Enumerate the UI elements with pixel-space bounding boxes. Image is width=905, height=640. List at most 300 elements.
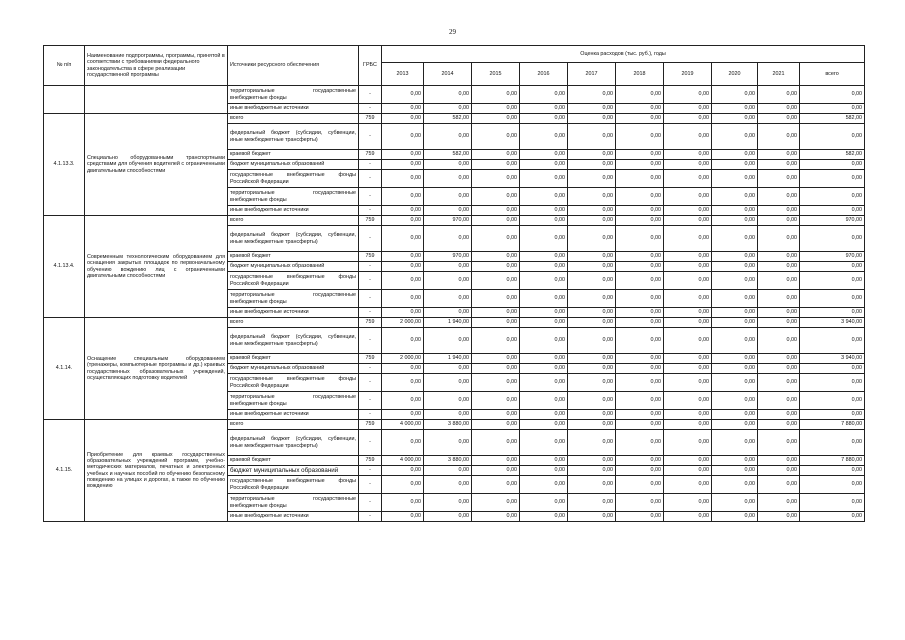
source-cell: всего [228,318,359,328]
page-number: 29 [449,28,456,36]
value-cell: 0,00 [664,354,712,364]
table-row [44,216,865,226]
value-cell: 970,00 [424,252,472,262]
value-cell: 0,00 [520,328,568,354]
value-cell: 0,00 [472,494,520,512]
grbs-cell: 759 [359,252,382,262]
value-cell: 0,00 [520,86,568,104]
value-cell: 0,00 [712,124,758,150]
value-cell: 0,00 [616,252,664,262]
grbs-cell: - [359,290,382,308]
value-cell: 0,00 [424,410,472,420]
value-cell: 0,00 [568,262,616,272]
value-cell: 0,00 [382,262,424,272]
value-cell: 0,00 [382,308,424,318]
value-total-cell: 3 940,00 [800,318,865,328]
value-cell: 0,00 [520,420,568,430]
value-cell: 0,00 [712,374,758,392]
value-cell: 0,00 [616,494,664,512]
value-cell: 0,00 [568,290,616,308]
value-cell: 0,00 [568,206,616,216]
value-cell: 0,00 [616,104,664,114]
table-row [44,86,865,104]
source-cell: федеральный бюджет (субсидии, субвенции, иные межбюджетные трансферты) [228,430,359,456]
grbs-cell: - [359,272,382,290]
value-cell: 0,00 [616,328,664,354]
value-cell: 0,00 [568,188,616,206]
grbs-cell: 759 [359,150,382,160]
value-cell: 0,00 [472,308,520,318]
value-cell: 0,00 [568,160,616,170]
value-cell: 0,00 [472,392,520,410]
value-cell: 0,00 [472,420,520,430]
value-cell: 0,00 [424,512,472,522]
source-cell: территориальные государственные внебюджетные фонды [228,86,359,104]
value-cell: 0,00 [382,374,424,392]
value-cell: 0,00 [712,466,758,476]
value-cell: 0,00 [758,420,800,430]
value-cell: 0,00 [382,494,424,512]
value-cell: 0,00 [616,188,664,206]
value-cell: 0,00 [712,216,758,226]
value-cell: 0,00 [472,104,520,114]
value-total-cell: 0,00 [800,512,865,522]
value-cell: 2 000,00 [382,354,424,364]
source-cell: краевой бюджет [228,252,359,262]
source-cell: бюджет муниципальных образований [228,466,359,476]
value-cell: 0,00 [424,392,472,410]
grbs-cell: - [359,124,382,150]
grbs-cell: 759 [359,456,382,466]
item-number: 4.1.13.3. [44,114,85,216]
value-cell: 0,00 [520,392,568,410]
value-cell: 0,00 [800,104,865,114]
value-cell: 0,00 [758,86,800,104]
value-cell: 0,00 [712,494,758,512]
value-cell: 0,00 [568,456,616,466]
value-cell: 0,00 [616,86,664,104]
source-cell: федеральный бюджет (субсидии, субвенции, иные межбюджетные трансферты) [228,328,359,354]
value-cell: 0,00 [472,86,520,104]
value-cell: 0,00 [472,150,520,160]
value-total-cell: 3 940,00 [800,354,865,364]
value-cell: 0,00 [568,410,616,420]
value-cell: 0,00 [568,354,616,364]
grbs-cell: - [359,160,382,170]
header-year: 2021 [758,63,800,86]
grbs-cell: - [359,364,382,374]
header-year: 2013 [382,63,424,86]
value-cell: 0,00 [568,512,616,522]
value-cell: 0,00 [664,512,712,522]
value-total-cell: 0,00 [800,188,865,206]
value-cell: 0,00 [758,104,800,114]
value-cell: 2 000,00 [382,318,424,328]
value-cell: 0,00 [424,494,472,512]
value-cell: 0,00 [758,392,800,410]
value-cell: 0,00 [664,328,712,354]
value-cell: 0,00 [472,114,520,124]
value-cell: 0,00 [382,86,424,104]
grbs-cell: 759 [359,216,382,226]
grbs-cell: - [359,104,382,114]
value-cell: 0,00 [712,104,758,114]
value-cell: 0,00 [712,262,758,272]
value-cell: 0,00 [382,124,424,150]
value-total-cell: 0,00 [800,374,865,392]
value-cell: 0,00 [712,86,758,104]
value-cell: 0,00 [568,364,616,374]
source-cell: государственные внебюджетные фонды Российской Федерации [228,170,359,188]
value-cell: 0,00 [664,272,712,290]
value-cell: 0,00 [568,252,616,262]
value-cell: 0,00 [758,512,800,522]
value-cell: 0,00 [664,216,712,226]
value-cell: 0,00 [616,226,664,252]
value-cell: 0,00 [520,308,568,318]
value-cell: 0,00 [568,216,616,226]
value-cell: 0,00 [520,150,568,160]
value-cell: 0,00 [472,252,520,262]
value-total-cell: 0,00 [800,476,865,494]
value-cell: 0,00 [568,86,616,104]
grbs-cell: 759 [359,354,382,364]
item-name: Оснащение специальным оборудованием (тренажеры, компьютерные программы и др.) краевых государственных образовательных учреждений, осуществляющих подготовку водителей [85,318,228,420]
value-cell: 0,00 [520,272,568,290]
value-cell: 0,00 [758,160,800,170]
grbs-cell: - [359,476,382,494]
value-cell: 0,00 [424,124,472,150]
grbs-cell: - [359,308,382,318]
value-cell: 0,00 [616,308,664,318]
value-cell: 4 000,00 [382,420,424,430]
source-cell: государственные внебюджетные фонды Российской Федерации [228,476,359,494]
header-year: 2014 [424,63,472,86]
source-cell: бюджет муниципальных образований [228,262,359,272]
value-cell: 0,00 [472,160,520,170]
value-cell: 0,00 [382,430,424,456]
value-cell: 0,00 [616,430,664,456]
value-cell: 0,00 [472,476,520,494]
value-cell: 0,00 [382,328,424,354]
value-cell: 0,00 [616,392,664,410]
value-cell: 0,00 [758,272,800,290]
value-cell: 0,00 [758,308,800,318]
value-cell: 0,00 [568,466,616,476]
value-cell: 0,00 [568,124,616,150]
value-cell: 0,00 [664,124,712,150]
value-cell: 582,00 [424,150,472,160]
value-cell: 0,00 [758,466,800,476]
value-cell: 0,00 [758,226,800,252]
value-cell: 0,00 [382,476,424,494]
value-cell: 0,00 [382,252,424,262]
grbs-cell: 759 [359,420,382,430]
value-cell: 0,00 [664,364,712,374]
value-cell: 0,00 [520,160,568,170]
value-cell: 0,00 [616,318,664,328]
table-row [44,114,865,124]
header-year: 2019 [664,63,712,86]
item-name: Специально оборудованными транспортными средствами для обучения водителей с ограниченными двигательными способностями [85,114,228,216]
source-cell: краевой бюджет [228,456,359,466]
header-year: 2017 [568,63,616,86]
value-cell: 0,00 [758,364,800,374]
value-cell: 0,00 [520,318,568,328]
source-cell: территориальные государственные внебюджетные фонды [228,188,359,206]
item-number: 4.1.13.4. [44,216,85,318]
source-cell: иные внебюджетные источники [228,206,359,216]
value-cell: 0,00 [616,512,664,522]
source-cell: бюджет муниципальных образований [228,160,359,170]
value-cell: 0,00 [616,262,664,272]
table-row [44,420,865,430]
source-cell: федеральный бюджет (субсидии, субвенции, иные межбюджетные трансферты) [228,226,359,252]
value-cell: 0,00 [664,494,712,512]
value-cell: 0,00 [568,494,616,512]
value-cell: 0,00 [758,456,800,466]
value-cell: 0,00 [712,410,758,420]
value-total-cell: 0,00 [800,430,865,456]
value-cell: 0,00 [712,252,758,262]
source-cell: бюджет муниципальных образований [228,364,359,374]
value-cell: 0,00 [568,392,616,410]
value-cell: 0,00 [520,430,568,456]
header-year: 2020 [712,63,758,86]
value-cell: 0,00 [758,188,800,206]
value-cell: 0,00 [758,430,800,456]
value-cell: 0,00 [382,114,424,124]
value-cell: 0,00 [664,150,712,160]
value-cell: 0,00 [382,466,424,476]
value-cell: 0,00 [472,456,520,466]
value-cell: 0,00 [520,216,568,226]
value-cell: 970,00 [424,216,472,226]
value-cell: 0,00 [520,104,568,114]
value-cell: 0,00 [712,430,758,456]
value-cell: 0,00 [382,160,424,170]
value-total-cell: 0,00 [800,206,865,216]
value-cell: 0,00 [758,252,800,262]
header-source: Источники ресурсного обеспечения [228,46,359,86]
value-cell: 0,00 [616,124,664,150]
value-cell: 0,00 [664,170,712,188]
value-cell: 0,00 [712,272,758,290]
value-cell: 0,00 [472,512,520,522]
value-cell: 0,00 [568,308,616,318]
value-cell: 0,00 [664,206,712,216]
value-cell: 0,00 [520,374,568,392]
value-cell: 0,00 [712,150,758,160]
value-cell: 0,00 [424,188,472,206]
value-cell: 0,00 [664,86,712,104]
value-cell: 0,00 [712,308,758,318]
value-cell: 0,00 [520,188,568,206]
value-total-cell: 970,00 [800,216,865,226]
table-body [44,86,865,522]
value-cell: 0,00 [472,262,520,272]
value-cell: 0,00 [568,114,616,124]
value-cell: 0,00 [568,226,616,252]
value-cell: 0,00 [712,328,758,354]
value-cell: 0,00 [712,392,758,410]
value-total-cell: 582,00 [800,150,865,160]
value-cell: 0,00 [664,374,712,392]
source-cell: иные внебюджетные источники [228,104,359,114]
value-cell: 0,00 [616,476,664,494]
value-cell: 0,00 [472,328,520,354]
value-cell: 0,00 [616,272,664,290]
value-cell: 0,00 [424,466,472,476]
table-header [44,46,865,86]
grbs-cell: 759 [359,318,382,328]
value-cell: 0,00 [382,512,424,522]
value-cell: 0,00 [616,290,664,308]
value-cell: 0,00 [568,318,616,328]
value-total-cell: 0,00 [800,160,865,170]
header-num: № п/п [44,46,85,86]
item-name-cell [85,86,228,114]
value-cell: 0,00 [382,150,424,160]
value-cell: 0,00 [520,124,568,150]
value-cell: 0,00 [758,318,800,328]
table-row [44,318,865,328]
value-cell: 0,00 [424,308,472,318]
value-cell: 0,00 [472,226,520,252]
value-cell: 0,00 [758,170,800,188]
value-cell: 0,00 [664,308,712,318]
value-cell: 0,00 [382,216,424,226]
source-cell: иные внебюджетные источники [228,410,359,420]
value-cell: 0,00 [664,392,712,410]
value-cell: 0,00 [616,114,664,124]
value-cell: 0,00 [424,476,472,494]
value-cell: 0,00 [382,290,424,308]
value-cell: 0,00 [520,494,568,512]
value-cell: 0,00 [712,420,758,430]
value-cell: 0,00 [424,226,472,252]
item-number: 4.1.14. [44,318,85,420]
value-cell: 0,00 [568,374,616,392]
value-cell: 0,00 [520,354,568,364]
value-cell: 0,00 [568,430,616,456]
grbs-cell: - [359,494,382,512]
grbs-cell: - [359,206,382,216]
grbs-cell: - [359,512,382,522]
value-cell: 0,00 [568,272,616,290]
value-cell: 0,00 [472,206,520,216]
value-cell: 0,00 [712,170,758,188]
value-cell: 0,00 [616,216,664,226]
header-grbs: ГРБС [359,46,382,86]
value-cell: 0,00 [472,272,520,290]
item-name: Современным технологическим оборудованием для оснащения закрытых площадок по первоначальному обучению вождению лиц с ограниченными двигательными способностями [85,216,228,318]
value-total-cell: 0,00 [800,364,865,374]
source-cell: иные внебюджетные источники [228,512,359,522]
grbs-cell: 759 [359,114,382,124]
value-cell: 0,00 [520,512,568,522]
item-number: 4.1.15. [44,420,85,522]
value-cell: 0,00 [568,150,616,160]
value-cell: 0,00 [520,466,568,476]
source-cell: государственные внебюджетные фонды Российской Федерации [228,374,359,392]
value-cell: 0,00 [568,328,616,354]
grbs-cell: - [359,410,382,420]
value-cell: 0,00 [520,252,568,262]
source-cell: всего [228,114,359,124]
value-cell: 0,00 [758,410,800,420]
value-cell: 0,00 [520,290,568,308]
value-cell: 0,00 [424,104,472,114]
source-cell: федеральный бюджет (субсидии, субвенции, иные межбюджетные трансферты) [228,124,359,150]
value-cell: 0,00 [424,272,472,290]
value-cell: 0,00 [472,430,520,456]
value-cell: 0,00 [712,318,758,328]
value-cell: 0,00 [712,476,758,494]
value-cell: 0,00 [568,170,616,188]
value-cell: 0,00 [664,252,712,262]
source-cell: территориальные государственные внебюджетные фонды [228,494,359,512]
value-total-cell: 582,00 [800,114,865,124]
value-cell: 0,00 [664,420,712,430]
value-cell: 0,00 [424,262,472,272]
value-cell: 0,00 [664,430,712,456]
grbs-cell: - [359,392,382,410]
value-cell: 0,00 [472,354,520,364]
value-cell: 0,00 [616,420,664,430]
value-cell: 0,00 [520,262,568,272]
value-cell: 0,00 [712,290,758,308]
grbs-cell: - [359,170,382,188]
value-cell: 0,00 [472,318,520,328]
value-cell: 0,00 [520,476,568,494]
value-cell: 0,00 [424,364,472,374]
value-cell: 0,00 [664,290,712,308]
value-cell: 0,00 [712,364,758,374]
value-cell: 0,00 [472,466,520,476]
value-cell: 0,00 [520,456,568,466]
value-total-cell: 0,00 [800,226,865,252]
value-total-cell: 7 880,00 [800,456,865,466]
value-cell: 0,00 [664,188,712,206]
value-cell: 0,00 [758,216,800,226]
value-cell: 0,00 [382,170,424,188]
value-cell: 0,00 [712,512,758,522]
value-cell: 0,00 [382,206,424,216]
value-cell: 0,00 [664,456,712,466]
value-total-cell: 0,00 [800,328,865,354]
header-year: 2016 [520,63,568,86]
value-cell: 0,00 [758,354,800,364]
value-total-cell: 0,00 [800,170,865,188]
value-total-cell: 0,00 [800,262,865,272]
value-cell: 0,00 [758,150,800,160]
value-cell: 0,00 [616,160,664,170]
value-cell: 0,00 [616,456,664,466]
value-cell: 0,00 [424,170,472,188]
value-total-cell: 0,00 [800,392,865,410]
value-cell: 0,00 [616,364,664,374]
value-cell: 0,00 [520,206,568,216]
value-cell: 0,00 [472,170,520,188]
value-cell: 0,00 [382,272,424,290]
value-cell: 0,00 [712,160,758,170]
value-cell: 0,00 [568,476,616,494]
value-cell: 0,00 [758,262,800,272]
value-cell: 0,00 [712,354,758,364]
header-year: 2018 [616,63,664,86]
value-cell: 0,00 [382,364,424,374]
